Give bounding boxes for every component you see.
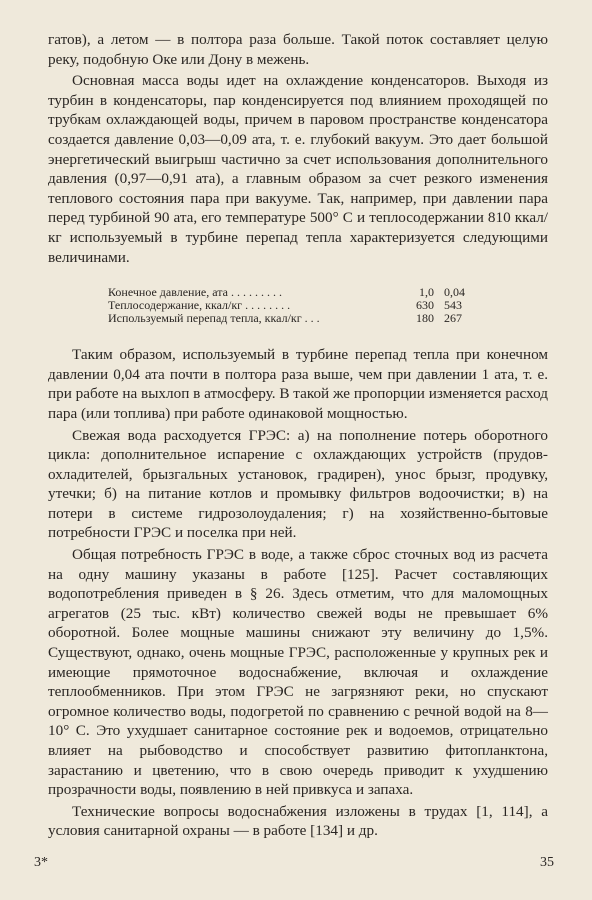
table-cell-004ata: 0,04 xyxy=(444,285,465,300)
table-cell-1ata: 1,0 xyxy=(419,285,434,300)
table-cell-1ata: 180 xyxy=(416,311,434,326)
table-row-label: Используемый перепад тепла, ккал/кг . . . xyxy=(108,311,320,326)
page-body xyxy=(48,30,548,841)
paragraph-references: Технические вопросы водоснабжения изложены в трудах [1, 114], а условия санитарной охраны — в работе [134] и др. xyxy=(48,802,548,840)
paragraph-fresh-water: Свежая вода расходуется ГРЭС: а) на пополнение потерь оборотного цикла: дополнительное испарение с охлаждающих устройств (прудов-охладителей, брызгальных установок, градирен), унос брызг, продувку, утечки; б) на питание котлов и промывку фильтров водоочистки; в) на потери в системе гидрозолоудаления; г) на хозяйственно-бытовые потребности ГРЭС и поселка при ней. xyxy=(48,426,548,542)
table-cell-1ata: 630 xyxy=(416,298,434,313)
table-row-label: Теплосодержание, ккал/кг . . . . . . . . xyxy=(108,298,291,313)
table-cell-004ata: 543 xyxy=(444,298,462,313)
heat-drop-table xyxy=(108,286,474,325)
signature-mark: 3* xyxy=(34,855,48,870)
page-number: 35 xyxy=(540,855,554,870)
paragraph-condensers: Основная масса воды идет на охлаждение конденсаторов. Выходя из турбин в конденсаторы, пар конденсируется под влиянием проходящей по трубкам охлаждающей воды, причем в паровом пространстве конденсатора создается давление 0,03—0,09 ата, т. е. глубокий вакуум. Это дает большой энергетический выигрыш частично за счет использования дополнительного давления (0,97—0,91 ата), а главным образом за счет резкого изменения теплового состояния пара при вакууме. Так, например, при давлении пара перед турбиной 90 ата, его температуре 500° С и теплосодержании 810 ккал/кг используемый в турбине перепад тепла характеризуется следующими величинами. xyxy=(48,72,548,266)
paragraph-continuation: гатов), а летом — в полтора раза больше. Такой поток составляет целую реку, подобную Оке или Дону в межень. xyxy=(48,31,548,68)
table-row xyxy=(108,312,474,325)
table-row-label: Конечное давление, ата . . . . . . . . . xyxy=(108,285,282,300)
paragraph-water-demand: Общая потребность ГРЭС в воде, а также сброс сточных вод из расчета на одну машину указаны в работе [125]. Расчет составляющих водопотребления приведен в § 26. Здесь отметим, что для маломощных агрегатов (25 тыс. кВт) количество свежей воды не превышает 6% оборотной. Более мощные машины снижают эту величину до 1,5%. Существуют, однако, очень мощные ГРЭС, расположенные у крупных рек и имеющие прямоточное водоснабжение, включая и охлаждение теплообменников. При этом ГРЭС не загрязняют реки, но спускают огромное количество воды, подогретой по сравнению с речной водой на 8—10° С. Это ухудшает санитарное состояние рек и водоемов, отрицательно влияет на рыбоводство и способствует развитию фитопланктона, зарастанию и цветению, что в свою очередь приводит к ухудшению прозрачности воды, появлению в ней привкуса и запаха. xyxy=(48,546,548,799)
paragraph-conclusion: Таким образом, используемый в турбине перепад тепла при конечном давлении 0,04 ата почти в полтора раза выше, чем при давлении 1 ата, т. е. при работе на выхлоп в атмосферу. В такой же пропорции изменяется расход пара (или топлива) при работе одинаковой мощностью. xyxy=(48,346,548,422)
table-cell-004ata: 267 xyxy=(444,311,462,326)
